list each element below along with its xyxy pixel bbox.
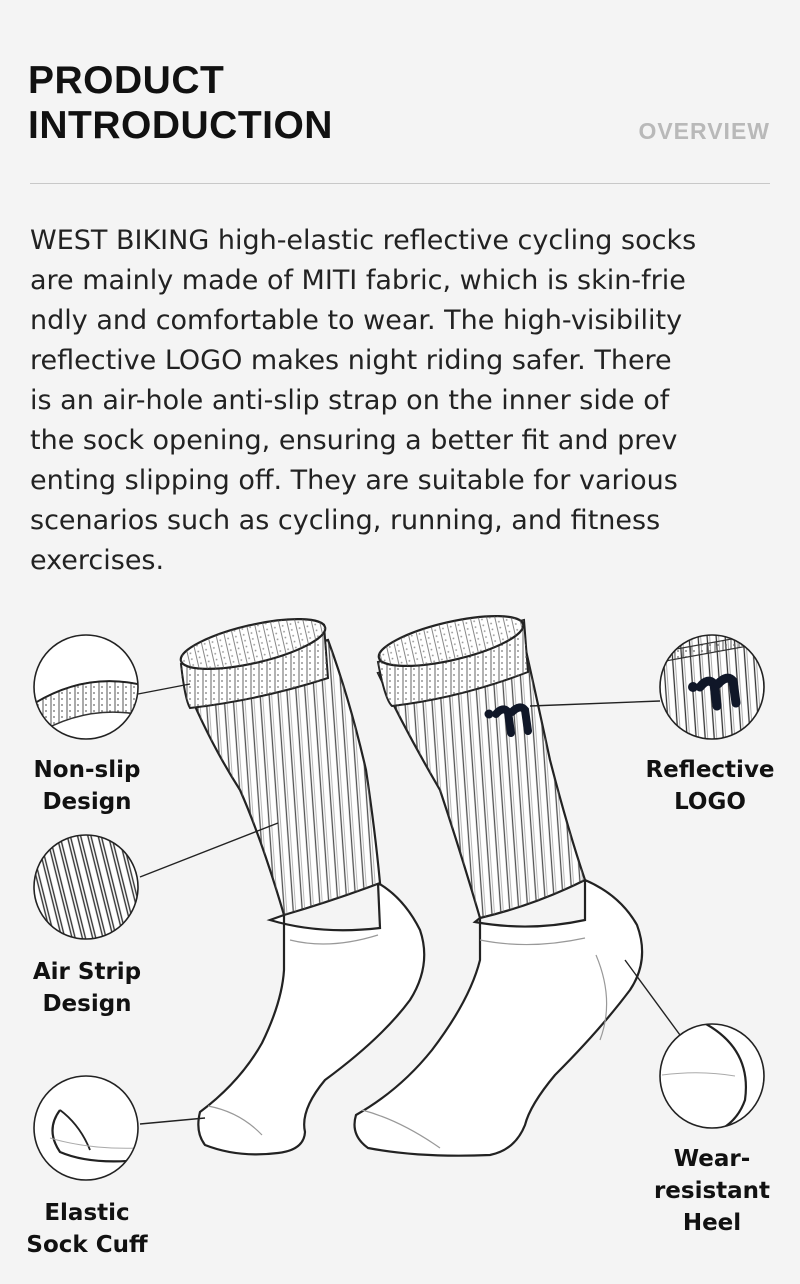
feature-label-line: Design: [42, 789, 132, 815]
feature-label-line: LOGO: [674, 789, 746, 815]
description-line: exercises.: [30, 545, 165, 576]
description-line: scenarios such as cycling, running, and fitness: [30, 505, 661, 536]
feature-label-line: Design: [42, 991, 132, 1017]
feature-label-line: Elastic: [44, 1200, 130, 1226]
description-line: are mainly made of MITI fabric, which is skin-frie: [30, 265, 686, 296]
description-line: enting slipping off. They are suitable for various: [30, 465, 678, 496]
feature-label-line: Air Strip: [32, 959, 142, 985]
description-line: ndly and comfortable to wear. The high-visibility: [30, 305, 683, 336]
right-sock: [355, 606, 643, 1156]
feature-label-elastic-cuff: [10, 1197, 164, 1261]
title-line-1: PRODUCT: [28, 59, 225, 102]
section-tag: OVERVIEW: [638, 118, 770, 144]
feature-label-heel: [640, 1143, 784, 1239]
feature-label-non-slip: [14, 754, 160, 818]
description-line: the sock opening, ensuring a better fit and prev: [30, 425, 678, 456]
feature-label-line: Wear-: [673, 1146, 751, 1172]
feature-label-line: resistant: [653, 1178, 771, 1204]
feature-label-line: Non-slip: [33, 757, 141, 783]
feature-label-line: Heel: [682, 1210, 742, 1236]
feature-label-line: Reflective: [645, 757, 775, 783]
mesh-band-detail-icon: [30, 635, 146, 739]
title-line-2: INTRODUCTION: [28, 104, 333, 147]
description-line: reflective LOGO makes night riding safer. There: [30, 345, 672, 376]
logo-detail-icon: [655, 630, 775, 750]
feature-label-reflective-logo: [630, 754, 790, 818]
description-line: WEST BIKING high-elastic reflective cycling socks: [30, 225, 697, 256]
feature-label-line: Sock Cuff: [26, 1232, 148, 1258]
feature-label-air-strip: [14, 956, 160, 1020]
heel-detail-icon: [660, 1024, 764, 1130]
sock-cuff-detail-icon: [34, 1076, 140, 1180]
vertical-stripes-detail-icon: [20, 820, 160, 960]
description-line: is an air-hole anti-slip strap on the inner side of: [30, 385, 670, 416]
